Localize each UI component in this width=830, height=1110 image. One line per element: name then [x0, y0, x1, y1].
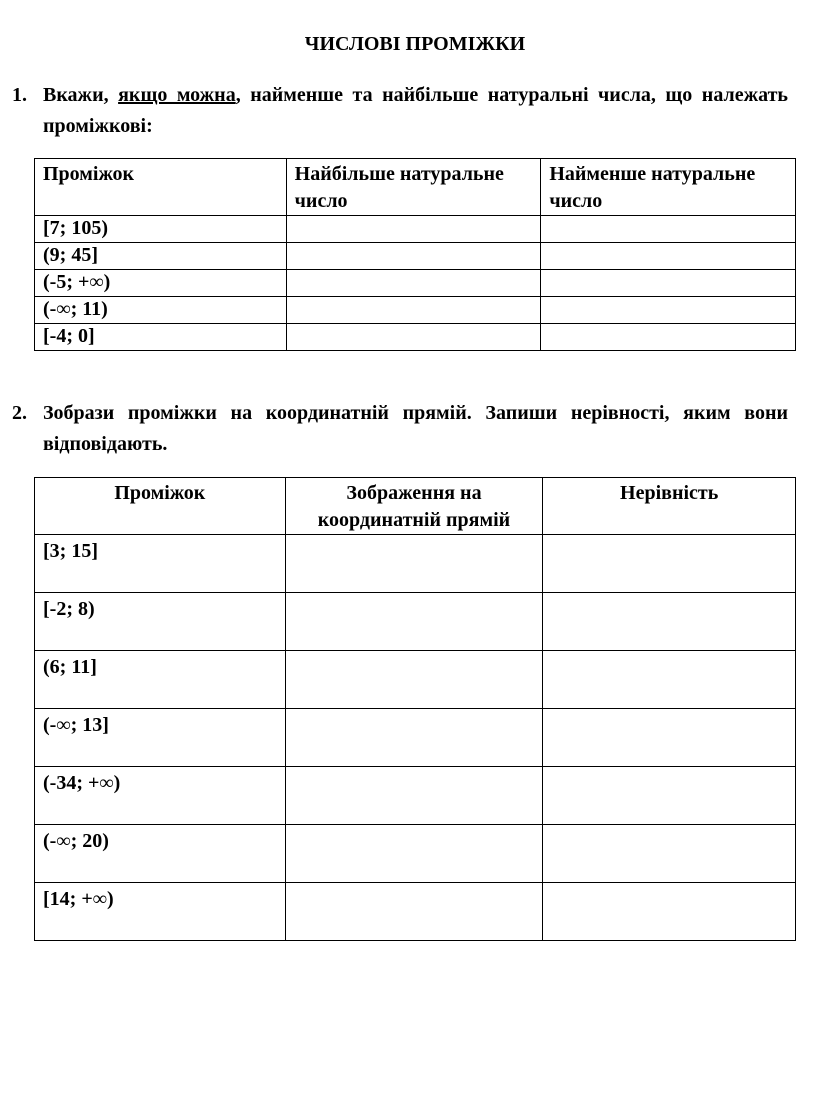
- answer-cell-greatest[interactable]: [286, 324, 541, 351]
- inequality-answer-cell[interactable]: [543, 825, 796, 883]
- task-2-text: Зобрази проміжки на координатній прямій. Запиши нерівності, яким вони відповідають.: [43, 402, 788, 455]
- inequality-answer-cell[interactable]: [543, 651, 796, 709]
- table-header-row: [35, 478, 796, 535]
- table-header-row: [35, 159, 796, 216]
- interval-cell: (-∞; 20): [35, 825, 286, 883]
- answer-cell-greatest[interactable]: [286, 270, 541, 297]
- task-2-number: 2.: [12, 402, 27, 424]
- inequality-answer-cell[interactable]: [543, 535, 796, 593]
- number-line-answer-cell[interactable]: [285, 651, 543, 709]
- table-row: [35, 825, 796, 883]
- answer-cell-greatest[interactable]: [286, 297, 541, 324]
- interval-cell: (-34; +∞): [35, 767, 286, 825]
- table-row: [35, 767, 796, 825]
- number-line-answer-cell[interactable]: [285, 535, 543, 593]
- page-title: ЧИСЛОВІ ПРОМІЖКИ: [304, 33, 526, 55]
- table-row: [35, 709, 796, 767]
- table-row: [35, 593, 796, 651]
- task-1-text-after: , найменше та найбільше натуральні числа, що належать проміжкові:: [43, 84, 788, 137]
- table-row: [35, 216, 796, 243]
- number-line-answer-cell[interactable]: [285, 709, 543, 767]
- table-row: [35, 297, 796, 324]
- answer-cell-greatest[interactable]: [286, 243, 541, 270]
- interval-cell: (-∞; 11): [35, 297, 287, 324]
- number-line-answer-cell[interactable]: [285, 825, 543, 883]
- interval-cell: [-2; 8): [35, 593, 286, 651]
- interval-cell: [14; +∞): [35, 883, 286, 941]
- intervals-number-line-table: [34, 477, 796, 941]
- answer-cell-least[interactable]: [541, 297, 796, 324]
- answer-cell-least[interactable]: [541, 216, 796, 243]
- intervals-natural-numbers-table: [34, 158, 796, 351]
- table-row: [35, 270, 796, 297]
- inequality-answer-cell[interactable]: [543, 709, 796, 767]
- number-line-answer-cell[interactable]: [285, 883, 543, 941]
- table-row: [35, 243, 796, 270]
- header-number-line-image: Зображення на координатній прямій: [285, 478, 543, 535]
- interval-cell: (-∞; 13]: [35, 709, 286, 767]
- table-row: [35, 883, 796, 941]
- answer-cell-greatest[interactable]: [286, 216, 541, 243]
- answer-cell-least[interactable]: [541, 324, 796, 351]
- answer-cell-least[interactable]: [541, 243, 796, 270]
- interval-cell: (-5; +∞): [35, 270, 287, 297]
- interval-cell: (6; 11]: [35, 651, 286, 709]
- task-1: [12, 80, 788, 142]
- task-1-text-underlined: якщо можна: [118, 84, 236, 106]
- task-1-number: 1.: [12, 84, 27, 106]
- interval-cell: (9; 45]: [35, 243, 287, 270]
- task-1-text-before: Вкажи,: [43, 84, 119, 106]
- header-inequality: Нерівність: [543, 478, 796, 535]
- number-line-answer-cell[interactable]: [285, 767, 543, 825]
- header-greatest-natural: Найбільше натуральне число: [286, 159, 541, 216]
- number-line-answer-cell[interactable]: [285, 593, 543, 651]
- interval-cell: [3; 15]: [35, 535, 286, 593]
- answer-cell-least[interactable]: [541, 270, 796, 297]
- table-row: [35, 651, 796, 709]
- inequality-answer-cell[interactable]: [543, 883, 796, 941]
- header-interval: Проміжок: [35, 159, 287, 216]
- interval-cell: [-4; 0]: [35, 324, 287, 351]
- inequality-answer-cell[interactable]: [543, 593, 796, 651]
- task-2: [12, 398, 788, 460]
- header-least-natural: Найменше натуральне число: [541, 159, 796, 216]
- table-row: [35, 324, 796, 351]
- header-interval: Проміжок: [35, 478, 286, 535]
- task-1-text: [43, 80, 788, 142]
- interval-cell: [7; 105): [35, 216, 287, 243]
- table-row: [35, 535, 796, 593]
- inequality-answer-cell[interactable]: [543, 767, 796, 825]
